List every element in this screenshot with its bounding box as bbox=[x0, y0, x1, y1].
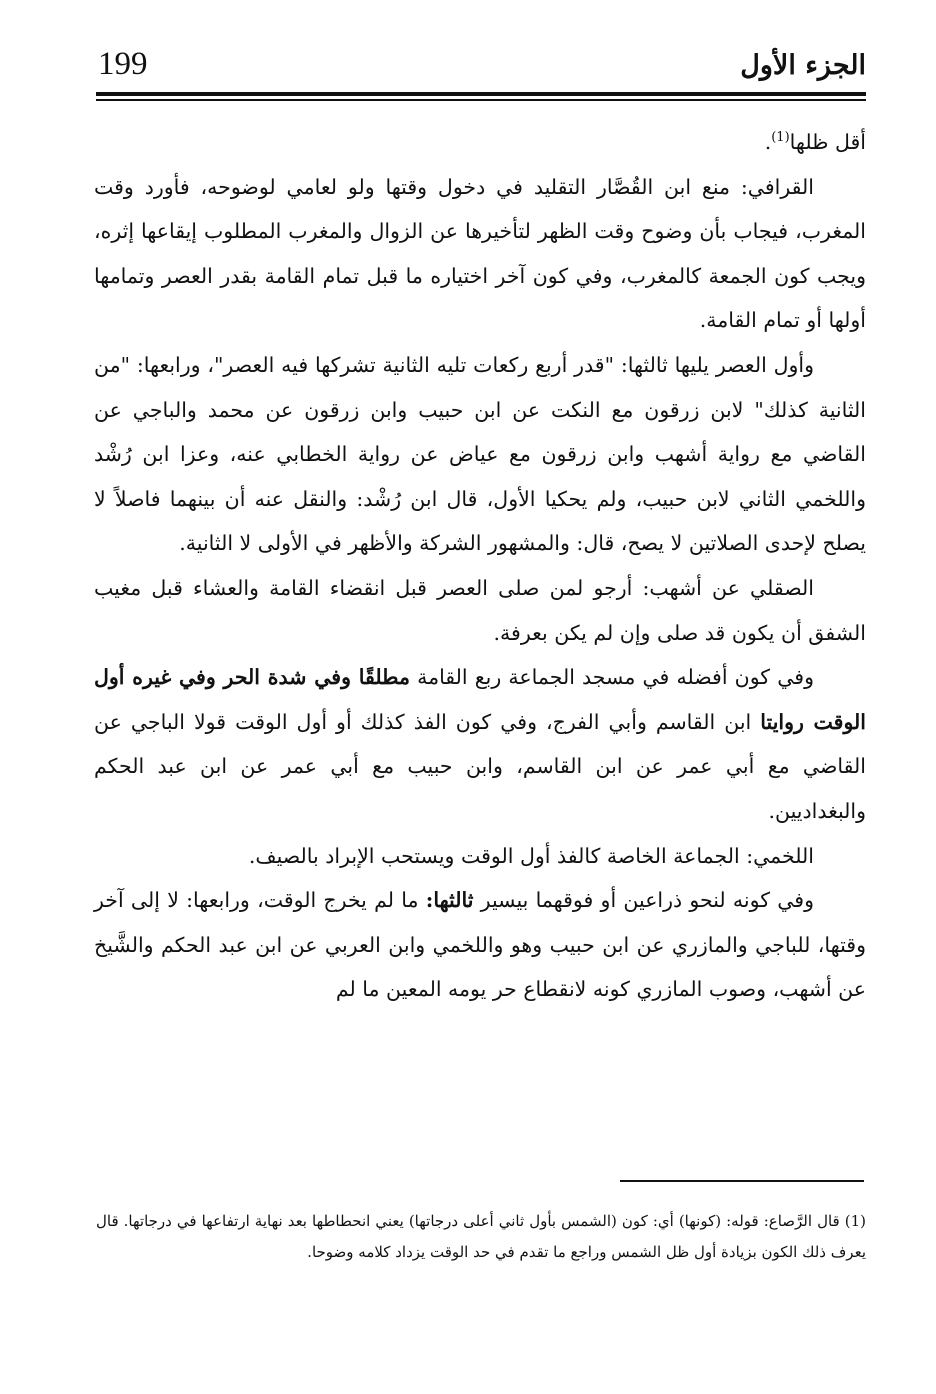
part-title: الجزء الأول bbox=[740, 50, 866, 81]
paragraph-5-part-c: ابن القاسم وأبي الفرج، وفي كون الفذ كذلك أو أول الوقت قولا الباجي عن القاضي مع أبي عمر عن ابن القاسم، وابن حبيب مع أبي عمر عن ابن عبد الحكم والبغداديين. bbox=[94, 709, 866, 823]
paragraph-7-bold: ثالثها: bbox=[425, 888, 474, 913]
main-text bbox=[94, 120, 866, 1012]
paragraph-2: القرافي: منع ابن القُصَّار التقليد في دخول وقتها ولو لعامي لوضوحه، فأورد وقت المغرب، فيجاب بأن وضوح وقت الظهر لتأخيرها عن الزوال والمغرب المطلوب إيقاعها إثره، ويجب كون الجمعة كالمغرب، وفي كون آخر اختياره ما قبل تمام القامة بقدر العصر وتمامها أولها أو تمام القامة. bbox=[94, 174, 866, 333]
paragraph-7 bbox=[94, 878, 866, 1012]
page-number: 199 bbox=[98, 46, 148, 82]
paragraph-5 bbox=[94, 655, 866, 833]
paragraph-6: اللخمي: الجماعة الخاصة كالفذ أول الوقت ويستحب الإبراد بالصيف. bbox=[248, 843, 814, 868]
paragraph-3: وأول العصر يليها ثالثها: "قدر أربع ركعات تليه الثانية تشركها فيه العصر"، ورابعها: "من الثانية كذلك" لابن زرقون مع النكت عن ابن حبيب وابن زرقون عن محمد والباجي عن القاضي مع رواية أشهب وابن زرقون مع عياض عن رواية الخطابي عنه، وعزا ابن رُشْد واللخمي الثاني لابن حبيب، ولم يحكيا الأول، قال ابن رُشْد: والنقل عنه أن بينهما فاصلاً لا يصلح لإحدى الصلاتين لا يصح، قال: والمشهور الشركة والأظهر في الأولى لا الثانية. bbox=[94, 352, 866, 556]
footnote-separator bbox=[620, 1180, 864, 1182]
paragraph-1-end: . bbox=[764, 130, 772, 154]
paragraph-5-part-a: وفي كون أفضله في مسجد الجماعة ربع القامة bbox=[409, 665, 814, 690]
paragraph-7-part-a: وفي كونه لنحو ذراعين أو فوقهما بيسير bbox=[473, 888, 814, 913]
paragraph-7-part-c: ما لم يخرج الوقت، ورابعها: لا إلى آخر وقتها، للباجي والمازري عن ابن حبيب وهو واللخمي وابن العربي عن ابن عبد الحكم والشَّيخ عن أشهب، وصوب المازري كونه لانقطاع حر يومه المعين ما لم bbox=[94, 888, 866, 1002]
footnote-reference[interactable]: (1) bbox=[771, 130, 790, 146]
footnote-1: (1) قال الرَّصاع: قوله: (كونها) أي: كون (الشمس بأول ثاني أعلى درجاتها) يعني انحطاطها بعد نهاية ارتفاعها في درجاتها. قال يعرف ذلك الكون بزيادة أول ظل الشمس وراجع ما تقدم في حد الوقت يزداد كلامه وضوحا. bbox=[96, 1212, 866, 1261]
header-rule-thin bbox=[96, 99, 866, 101]
paragraph-4: الصقلي عن أشهب: أرجو لمن صلى العصر قبل انقضاء القامة والعشاء قبل مغيب الشفق أن يكون قد صلى وإن لم يكن بعرفة. bbox=[94, 575, 866, 645]
header-rule-thick bbox=[96, 92, 866, 96]
paragraph-1-text: أقل ظلها bbox=[789, 130, 866, 154]
paragraph-5-bold: مطلقًا وفي شدة الحر وفي غيره أول الوقت روايتا bbox=[94, 665, 866, 734]
paragraph-1 bbox=[94, 120, 866, 165]
